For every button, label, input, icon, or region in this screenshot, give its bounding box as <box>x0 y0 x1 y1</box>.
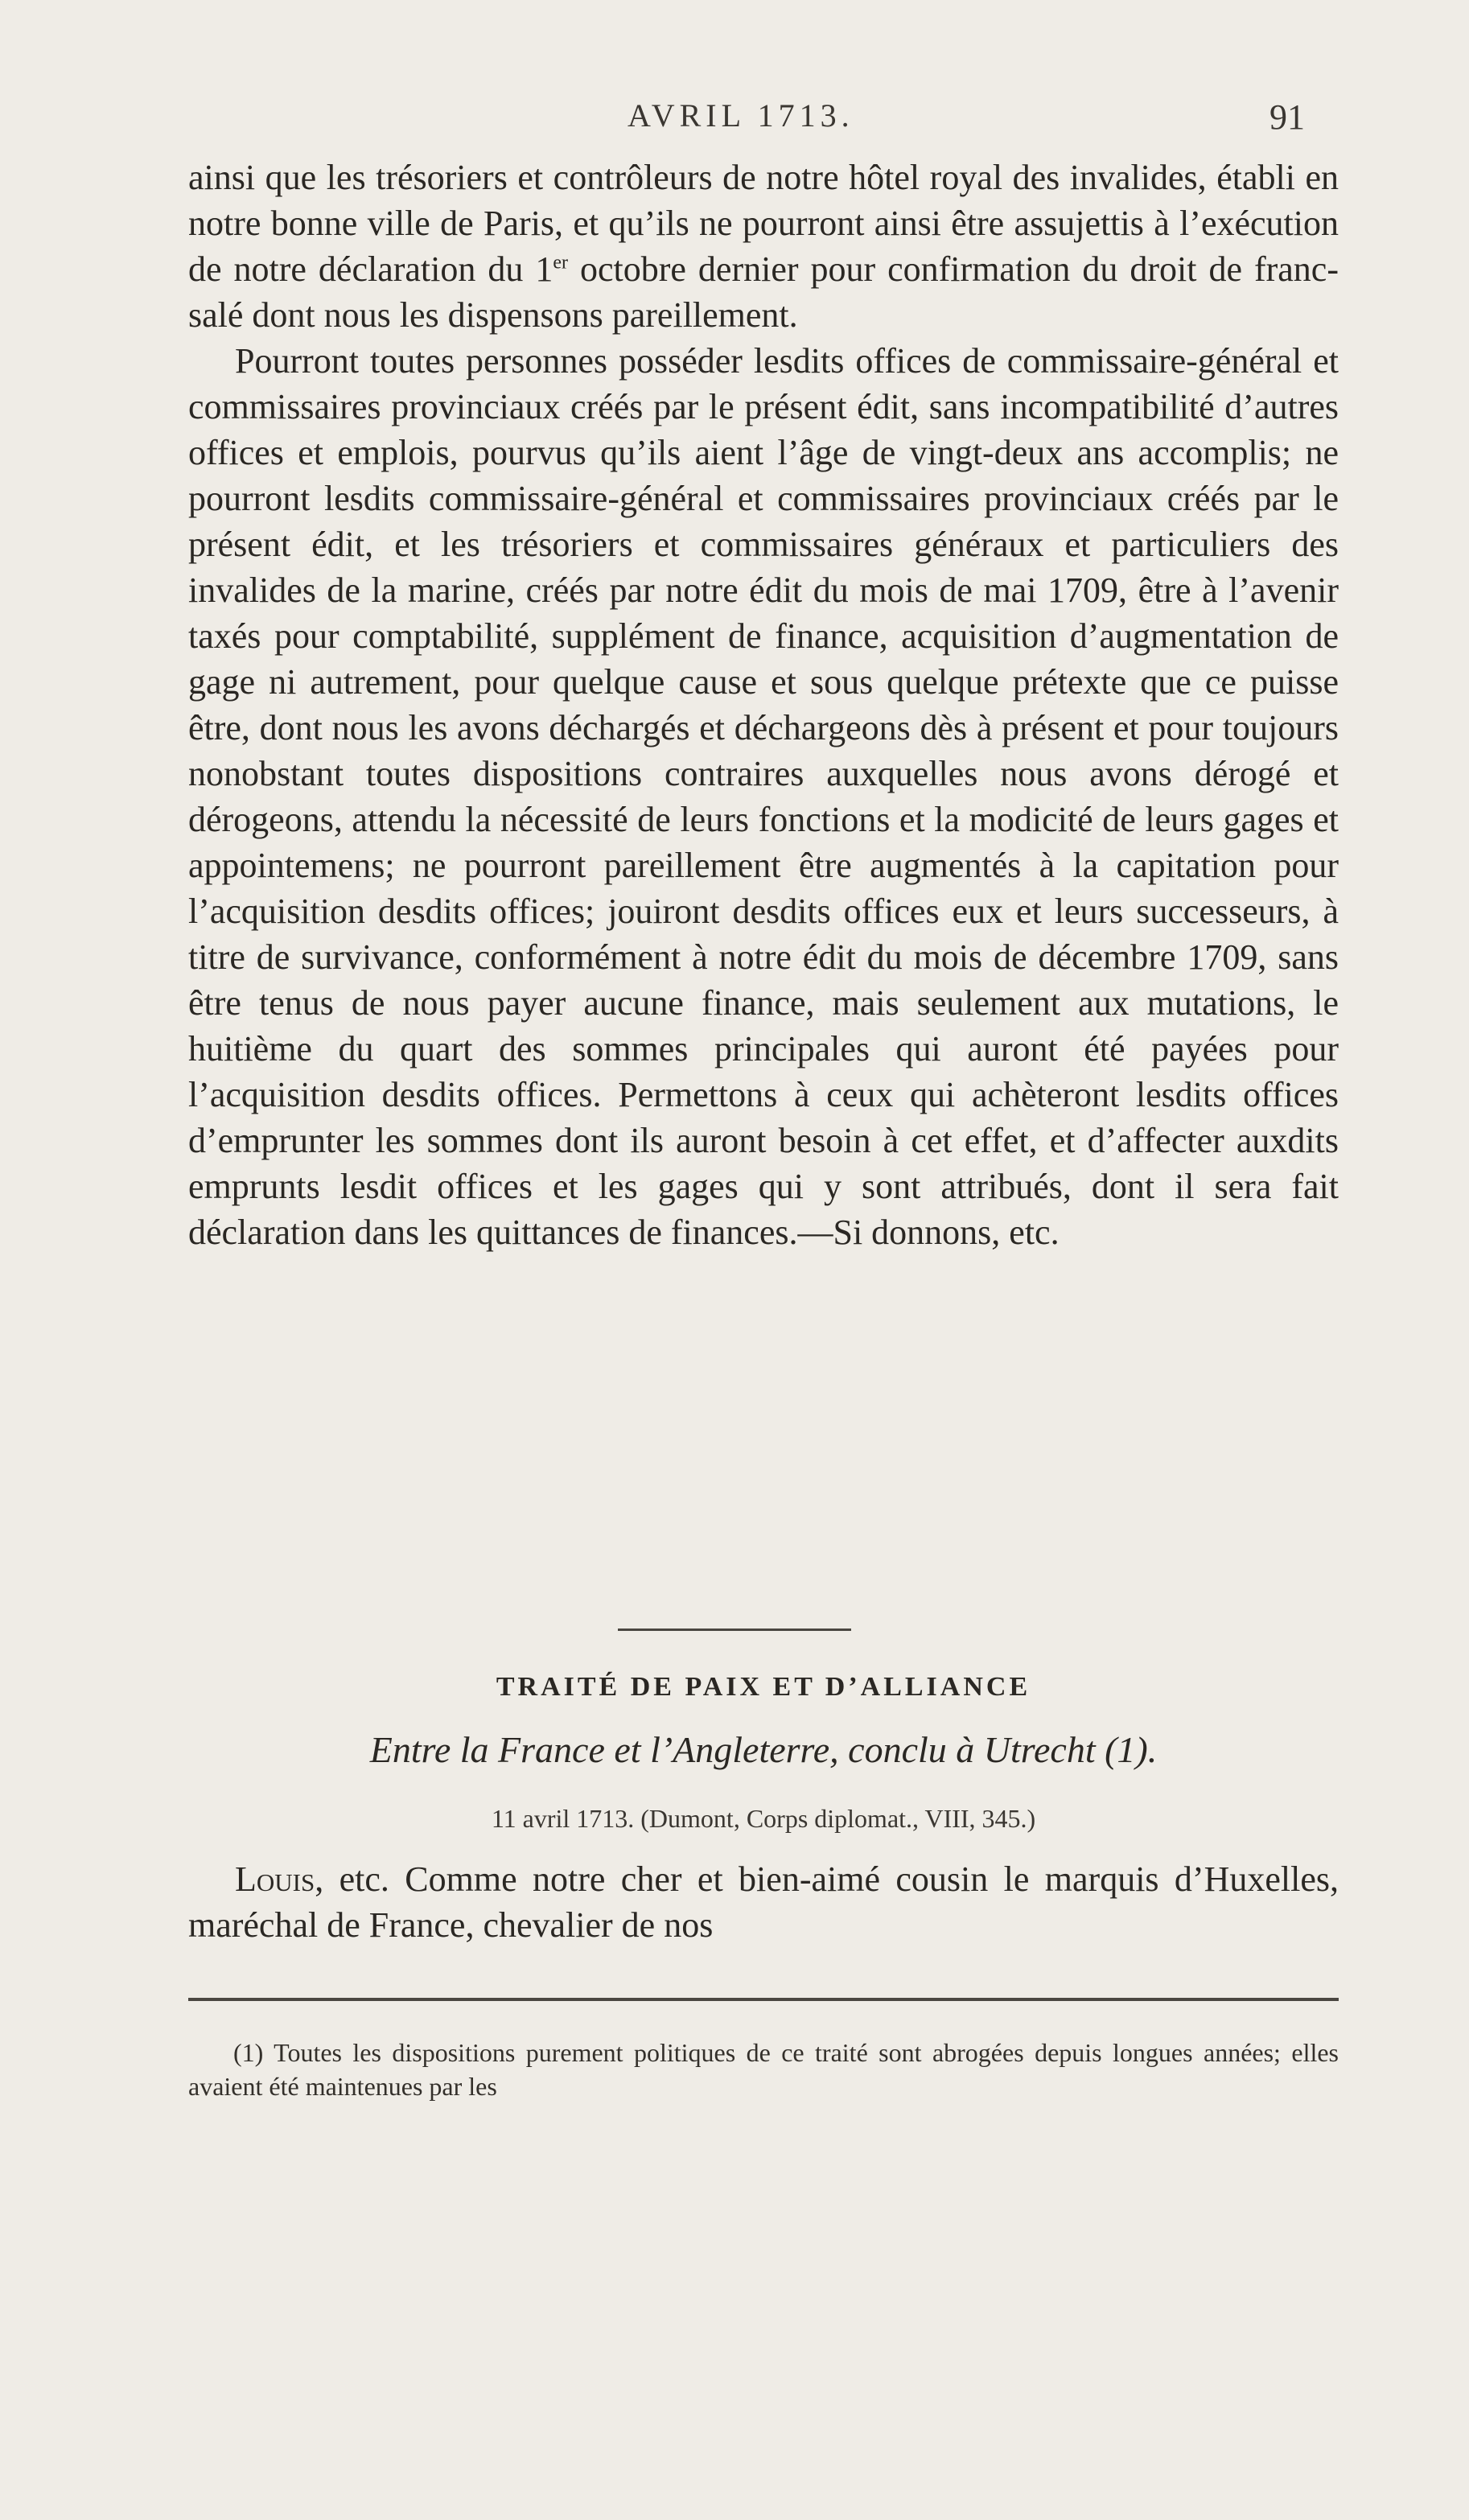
section-divider <box>618 1629 851 1631</box>
treaty-text <box>188 1856 1339 1948</box>
footnote-rule <box>188 1998 1339 2001</box>
opening-word: Louis <box>235 1859 315 1899</box>
ordinal-superscript: er <box>553 252 568 274</box>
page-number: 91 <box>1269 97 1305 137</box>
footnote <box>188 2036 1339 2103</box>
paragraph-1-text-b: octobre dernier pour confirmation du droit de franc-salé dont nous les dispensons pareillement. <box>188 249 1339 335</box>
footnote-text: (1) Toutes les dispositions purement politiques de ce traité sont abrogées depuis longues années; elles avaient été maintenues par les <box>188 2038 1339 2101</box>
paragraph-2: Pourront toutes personnes posséder lesdits offices de commissaire-général et commissaires provinciaux créés par le présent édit, sans incompatibilité d’autres offices et emplois, pourvus qu’ils aient l’âge de vingt-deux ans accomplis; ne pourront lesdits commissaire-général et commissaires provinciaux créés par le présent édit, et les trésoriers et commissaires généraux et particuliers des invalides de la marine, créés par notre édit du mois de mai 1709, être à l’avenir taxés pour comptabilité, supplément de finance, acquisition d’augmentation de gage ni autrement, pour quelque cause et sous quelque prétexte que ce puisse être, dont nous les avons déchargés et déchargeons dès à présent et pour toujours nonobstant toutes dispositions contraires auxquelles nous avons dérogé et dérogeons, attendu la nécessité de leurs fonctions et la modicité de leurs gages et appointemens; ne pourront pareillement être augmentés à la capitation pour l’acquisition desdits offices; jouiront desdits offices eux et leurs successeurs, à titre de survivance, conformément à notre édit du mois de décembre 1709, sans être tenus de nous payer aucune finance, mais seulement aux mutations, le huitième du quart des sommes principales qui auront été payées pour l’acquisition desdits offices. Permettons à ceux qui achèteront lesdits offices d’emprunter les sommes dont ils auront besoin à cet effet, et d’affecter auxdits emprunts lesdit offices et les gages qui y sont attribués, dont il sera fait déclaration dans les quittances de finances.—Si donnons, etc. <box>188 341 1339 1252</box>
opening-text: , etc. Comme notre cher et bien-aimé cousin le marquis d’Huxelles, maréchal de France, chevalier de nos <box>188 1859 1339 1945</box>
treaty-title: TRAITÉ DE PAIX ET D’ALLIANCE <box>496 1672 1031 1702</box>
paragraph-1-text-a: ainsi que les trésoriers et contrôleurs de notre hôtel royal des invalides, établi en notre bonne ville de Paris, et qu’ils ne pourront ainsi être assujettis à l’exécution de notre déclaration du 1 <box>188 158 1339 289</box>
paragraph-1 <box>188 154 1339 338</box>
running-head <box>0 97 1469 145</box>
treaty-opening-paragraph <box>188 1856 1339 1948</box>
body-text <box>188 154 1339 1255</box>
running-title: AVRIL 1713. <box>628 97 854 134</box>
treaty-subtitle: Entre la France et l’Angleterre, conclu à Utrecht (1). <box>369 1729 1158 1770</box>
treaty-date-line: 11 avril 1713. (Dumont, Corps diplomat., VIII, 345.) <box>491 1804 1036 1833</box>
